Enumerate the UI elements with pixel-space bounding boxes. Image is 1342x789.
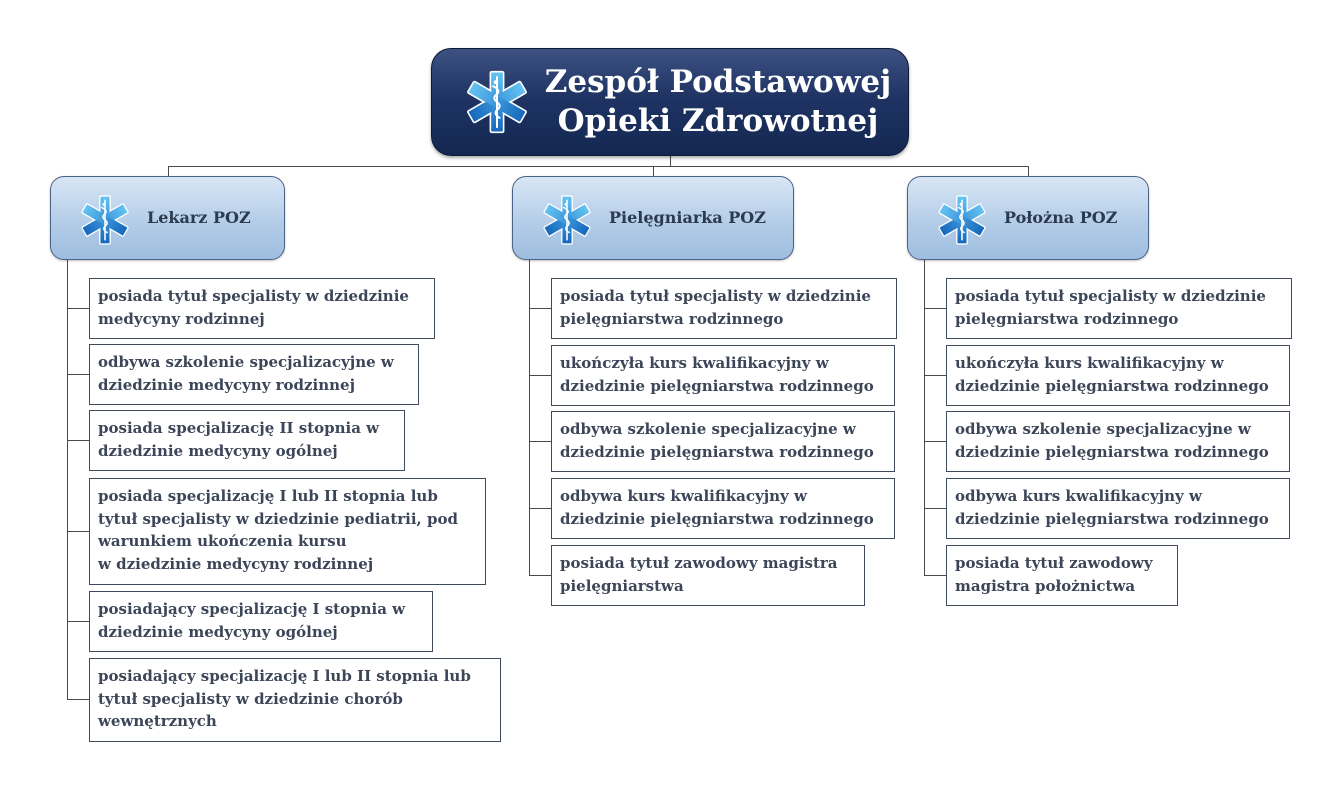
item-text-line: odbywa kurs kwalifikacyjny w: [560, 487, 807, 505]
qualification-item[interactable]: [946, 278, 1292, 339]
qualification-item[interactable]: [89, 410, 405, 471]
item-text-line: odbywa kurs kwalifikacyjny w: [955, 487, 1202, 505]
star-of-life-icon: [936, 194, 988, 246]
item-text-line: posiada specjalizację II stopnia w: [98, 419, 380, 437]
item-text-line: pielęgniarstwa: [560, 576, 684, 595]
category-node-pielegniarka[interactable]: [512, 176, 794, 260]
qualification-item[interactable]: [946, 478, 1290, 539]
item-text-line: ukończyła kurs kwalifikacyjny w: [560, 354, 829, 372]
item-text-line: tytuł specjalisty w dziedzinie chorób: [98, 689, 403, 708]
qualification-item[interactable]: [89, 658, 501, 742]
item-text-line: posiadający specjalizację I stopnia w: [98, 600, 406, 618]
item-text-line: ukończyła kurs kwalifikacyjny w: [955, 354, 1224, 372]
item-text-line: dziedzinie pielęgniarstwa rodzinnego: [560, 509, 874, 528]
root-title: [544, 63, 892, 141]
qualification-item[interactable]: [89, 478, 486, 585]
qualification-item[interactable]: [551, 545, 865, 606]
qualification-item[interactable]: [89, 591, 433, 652]
item-text-line: magistra położnictwa: [955, 576, 1136, 595]
item-text-line: dziedzinie medycyny ogólnej: [98, 441, 338, 460]
item-text-line: odbywa szkolenie specjalizacyjne w: [98, 353, 394, 371]
qualification-item[interactable]: [551, 278, 897, 339]
item-text-line: w dziedzinie medycyny rodzinnej: [98, 554, 374, 573]
item-text-line: dziedzinie medycyny rodzinnej: [98, 375, 356, 394]
category-label: Lekarz POZ: [147, 208, 251, 227]
item-text-line: pielęgniarstwa rodzinnego: [560, 309, 784, 328]
category-label: Pielęgniarka POZ: [609, 208, 766, 227]
item-text-line: posiada tytuł zawodowy: [955, 554, 1153, 572]
qualification-item[interactable]: [946, 411, 1290, 472]
item-text-line: wewnętrznych: [98, 712, 217, 730]
item-text-line: pielęgniarstwa rodzinnego: [955, 309, 1179, 328]
item-text-line: posiada tytuł specjalisty w dziedzinie: [560, 287, 871, 305]
qualification-item[interactable]: [946, 545, 1178, 606]
root-node[interactable]: [431, 48, 909, 156]
item-text-line: medycyny rodzinnej: [98, 309, 265, 328]
item-text-line: posiadający specjalizację I lub II stopnia lub: [98, 667, 471, 685]
category-node-polozna[interactable]: [907, 176, 1149, 260]
item-text-line: posiada tytuł specjalisty w dziedzinie: [98, 287, 409, 305]
item-text-line: dziedzinie pielęgniarstwa rodzinnego: [955, 376, 1269, 395]
item-text-line: dziedzinie pielęgniarstwa rodzinnego: [955, 509, 1269, 528]
item-text-line: dziedzinie pielęgniarstwa rodzinnego: [955, 442, 1269, 461]
qualification-item[interactable]: [89, 344, 419, 405]
root-title-line: Zespół Podstawowej: [544, 64, 892, 100]
item-text-line: posiada specjalizację I lub II stopnia lub: [98, 487, 438, 505]
qualification-item[interactable]: [551, 345, 895, 406]
qualification-item[interactable]: [551, 411, 895, 472]
item-text-line: odbywa szkolenie specjalizacyjne w: [560, 420, 856, 438]
star-of-life-icon: [464, 69, 530, 135]
qualification-item[interactable]: [89, 278, 435, 339]
star-of-life-icon: [79, 194, 131, 246]
item-text-line: tytuł specjalisty w dziedzinie pediatrii, pod: [98, 509, 458, 528]
item-text-line: odbywa szkolenie specjalizacyjne w: [955, 420, 1251, 438]
star-of-life-icon: [541, 194, 593, 246]
item-text-line: dziedzinie pielęgniarstwa rodzinnego: [560, 442, 874, 461]
item-text-line: dziedzinie pielęgniarstwa rodzinnego: [560, 376, 874, 395]
item-text-line: dziedzinie medycyny ogólnej: [98, 622, 338, 641]
category-label: Położna POZ: [1004, 208, 1118, 227]
item-text-line: posiada tytuł zawodowy magistra: [560, 554, 838, 572]
item-text-line: posiada tytuł specjalisty w dziedzinie: [955, 287, 1266, 305]
qualification-item[interactable]: [946, 345, 1290, 406]
category-node-lekarz[interactable]: [50, 176, 285, 260]
root-title-line: Opieki Zdrowotnej: [557, 103, 879, 139]
item-text-line: warunkiem ukończenia kursu: [98, 532, 347, 550]
qualification-item[interactable]: [551, 478, 895, 539]
